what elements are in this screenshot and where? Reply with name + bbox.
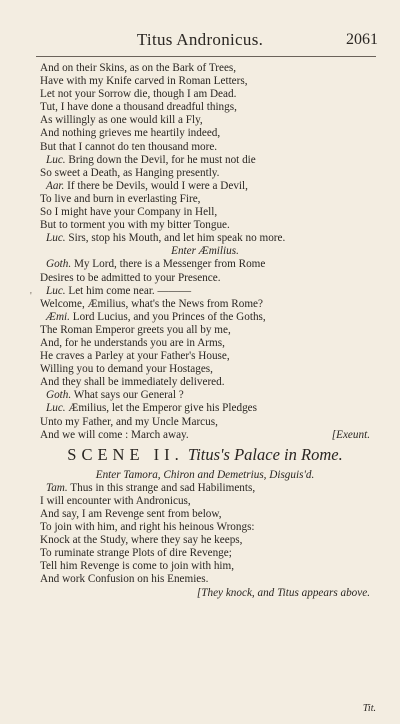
verse-line — [40, 547, 370, 560]
line-text: And on their Skins, as on the Bark of Trees, — [40, 62, 237, 74]
speaker-name: Goth. — [46, 389, 72, 402]
speech-line — [40, 180, 370, 193]
scene-label: SCENE II. — [67, 444, 184, 464]
line-text: And say, I am Revenge sent from below, — [40, 508, 222, 520]
header-rule — [36, 56, 376, 57]
verse-line — [40, 337, 370, 350]
speaker-name: Æmi. — [46, 310, 70, 323]
line-text: And nothing grieves me heartily indeed, — [40, 127, 221, 140]
line-text: The Roman Emperor greets you all by me, — [40, 323, 231, 336]
line-text: But to torment you with my bitter Tongue. — [40, 219, 230, 232]
speech-line — [40, 311, 370, 324]
verse-line — [40, 534, 370, 547]
speech-line — [40, 232, 370, 245]
line-text: Tell him Revenge is come to join with him, — [40, 560, 235, 573]
exit-direction: [Exeunt. — [331, 428, 370, 441]
speaker-name: Luc. — [46, 402, 66, 415]
line-text: And they shall be immediately delivered. — [40, 376, 225, 389]
line-text: He craves a Parley at your Father's House, — [40, 350, 230, 363]
line-text: Sirs, stop his Mouth, and let him speak no more. — [68, 232, 286, 245]
speech-line — [40, 402, 370, 415]
verse-line — [40, 272, 370, 285]
speech-line — [40, 154, 370, 167]
line-text: To live and burn in everlasting Fire, — [40, 192, 201, 205]
line-text: Let him come near. ——— — [68, 284, 192, 297]
verse-line — [40, 429, 370, 442]
line-text: So I might have your Company in Hell, — [40, 206, 218, 219]
line-text: Knock at the Study, where they say he keeps, — [40, 534, 243, 547]
running-head-title: Titus Andronicus. — [136, 30, 264, 49]
scene-text-block — [40, 469, 370, 600]
line-text: So sweet a Death, as Hanging presently. — [40, 166, 220, 179]
speaker-name: Aar. — [46, 179, 65, 192]
verse-line — [40, 127, 370, 140]
verse-line — [40, 219, 370, 232]
act-text-block — [40, 62, 370, 442]
line-text: What says our General ? — [73, 389, 184, 402]
line-text: To ruminate strange Plots of dire Revenge; — [40, 547, 232, 560]
line-text: Æmilius, let the Emperor give his Pledges — [68, 402, 257, 415]
line-text: Willing you to demand your Hostages, — [40, 363, 213, 376]
speech-line — [40, 482, 370, 495]
verse-line — [40, 363, 370, 376]
line-text: I will encounter with Andronicus, — [40, 494, 191, 507]
line-text: Desires to be admitted to your Presence. — [40, 271, 221, 284]
verse-line — [40, 298, 370, 311]
verse-line — [40, 193, 370, 206]
verse-line — [40, 560, 370, 573]
line-text: To join with him, and right his heinous Wrongs: — [40, 521, 255, 534]
speech-line — [40, 389, 370, 402]
stage-direction — [40, 469, 370, 482]
line-text: My Lord, there is a Messenger from Rome — [73, 258, 266, 271]
line-text: And work Confusion on his Enemies. — [40, 573, 209, 586]
line-text: And we will come : March away. — [40, 428, 189, 441]
line-text: Enter Tamora, Chiron and Demetrius, Disguis'd. — [95, 468, 315, 481]
verse-line — [40, 324, 370, 337]
verse-line — [40, 376, 370, 389]
speaker-name: Luc. — [46, 153, 66, 166]
verse-line — [40, 167, 370, 180]
speech-line — [40, 285, 370, 298]
play-text — [40, 62, 370, 600]
speaker-name: Goth. — [46, 258, 72, 271]
scene-heading — [40, 444, 370, 468]
line-text: And, for he understands you are in Arms, — [40, 336, 225, 349]
verse-line — [40, 573, 370, 586]
catchword: Tit. — [362, 703, 376, 714]
speaker-name: Luc. — [46, 284, 66, 297]
verse-line — [40, 101, 370, 114]
line-text: Unto my Father, and my Uncle Marcus, — [40, 415, 218, 428]
line-text: Bring down the Devil, for he must not die — [68, 153, 256, 166]
line-text: If there be Devils, would I were a Devil, — [67, 179, 248, 192]
verse-line — [40, 416, 370, 429]
verse-line — [40, 495, 370, 508]
verse-line — [40, 521, 370, 534]
verse-line — [40, 114, 370, 127]
line-text: As willingly as one would kill a Fly, — [40, 114, 203, 127]
page-number: 2061 — [346, 31, 378, 48]
line-text: Enter Æmilius. — [171, 245, 239, 258]
stage-direction — [40, 245, 370, 258]
line-text: Lord Lucius, and you Princes of the Goths, — [72, 310, 266, 323]
verse-line — [40, 508, 370, 521]
line-text: Let not your Sorrow die, though I am Dead. — [40, 88, 237, 101]
speaker-name: Tam. — [46, 481, 68, 494]
speech-line — [40, 258, 370, 271]
verse-line — [40, 75, 370, 88]
speaker-name: Luc. — [46, 232, 66, 245]
line-text: Welcome, Æmilius, what's the News from Rome? — [40, 297, 263, 310]
margin-mark: ' — [30, 291, 32, 302]
verse-line — [40, 141, 370, 154]
scene-title: Titus's Palace in Rome. — [187, 444, 343, 464]
line-text: Tut, I have done a thousand dreadful things, — [40, 101, 237, 114]
verse-line — [40, 88, 370, 101]
stage-direction — [40, 587, 370, 600]
verse-line — [40, 206, 370, 219]
line-text: Have with my Knife carved in Roman Letters, — [40, 75, 248, 88]
line-text: Thus in this strange and sad Habiliments, — [70, 481, 256, 494]
verse-line — [40, 62, 370, 75]
line-text: [They knock, and Titus appears above. — [196, 586, 370, 599]
line-text: But that I cannot do ten thousand more. — [40, 140, 218, 153]
verse-line — [40, 350, 370, 363]
